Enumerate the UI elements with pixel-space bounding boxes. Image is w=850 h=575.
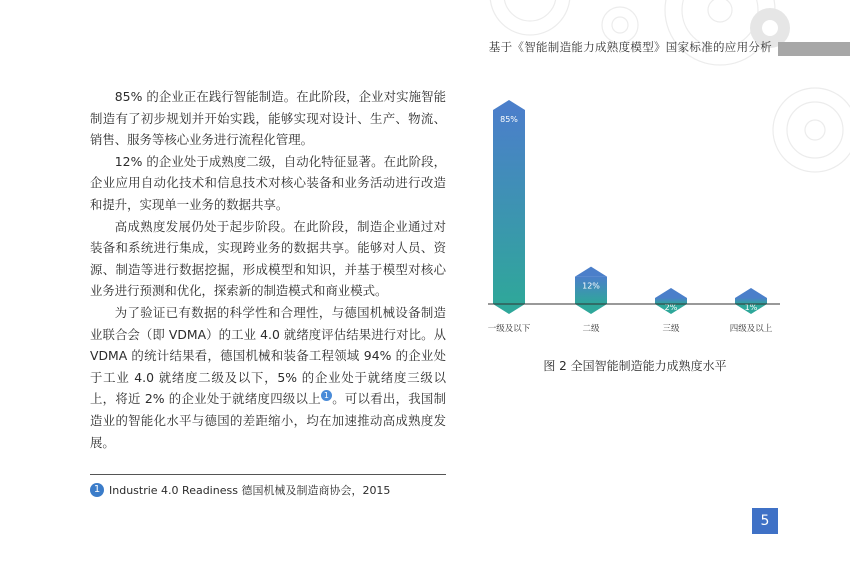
category-label-1: 一级及以下 <box>487 324 531 334</box>
bar-cap-1 <box>493 100 525 110</box>
page-number: 5 <box>752 508 778 534</box>
bar-value-label-3: 2% <box>664 303 678 312</box>
maturity-bar-chart <box>470 80 800 350</box>
footnote-divider <box>90 474 446 475</box>
paragraph-2: 12% 的企业处于成熟度二级，自动化特征显著。在此阶段，企业应用自动化技术和信息技术对核心装备和业务活动进行改造和提升，实现单一业务的数据共享。 <box>90 153 446 212</box>
footnote <box>90 482 446 498</box>
bar-foot-1 <box>493 304 525 314</box>
footnote-number: 1 <box>90 483 104 497</box>
footnote-text: Industrie 4.0 Readiness 德国机械及制造商协会，2015 <box>109 484 391 497</box>
bar-value-label-4: 1% <box>744 303 758 312</box>
bar-value-label-2: 12% <box>582 281 600 291</box>
bar-cap-4 <box>735 288 767 298</box>
category-label-2: 二级 <box>582 324 600 334</box>
running-header-title: 基于《智能制造能力成熟度模型》国家标准的应用分析 <box>488 40 772 54</box>
header-accent-bar <box>778 42 850 56</box>
figure-caption: 图 2 全国智能制造能力成熟度水平 <box>543 359 727 373</box>
category-label-3: 三级 <box>662 324 680 334</box>
bar-value-label-1: 85% <box>500 115 518 124</box>
category-label-4: 四级及以上 <box>729 324 773 334</box>
paragraph-4-text-b: 。可以看出，我国制造业的智能化水平与德国的差距缩小，均在加速推动高成熟度发展。 <box>90 391 447 450</box>
bar-cap-3 <box>655 288 687 298</box>
paragraph-4 <box>90 302 446 453</box>
bar-1 <box>493 110 525 304</box>
bar-cap-2 <box>575 267 607 277</box>
chart-svg <box>470 80 800 350</box>
paragraph-4-text-a: 为了验证已有数据的科学性和合理性，与德国机械设备制造业联合会（即 VDMA）的工业 4.0 就绪度评估结果进行对比。从 VDMA 的统计结果看，德国机械和装备工程领域 94% 的企业处于工业 4.0 就绪度二级及以下，5% 的企业处于就绪度三级以上，将近 2% 的企业处于就绪度四级以上 <box>90 304 446 407</box>
bar-foot-2 <box>575 304 607 314</box>
body-text <box>90 86 446 453</box>
footnote-reference[interactable]: 1 <box>321 390 332 401</box>
paragraph-3: 高成熟度发展仍处于起步阶段。在此阶段，制造企业通过对装备和系统进行集成，实现跨业务的数据共享。能够对人员、资源、制造等进行数据挖掘，形成模型和知识，并基于模型对核心业务进行预测和优化，探索新的制造模式和商业模式。 <box>90 218 446 299</box>
paragraph-1: 85% 的企业正在践行智能制造。在此阶段，企业对实施智能制造有了初步规划并开始实践，能够实现对设计、生产、物流、销售、服务等核心业务进行流程化管理。 <box>90 89 446 148</box>
